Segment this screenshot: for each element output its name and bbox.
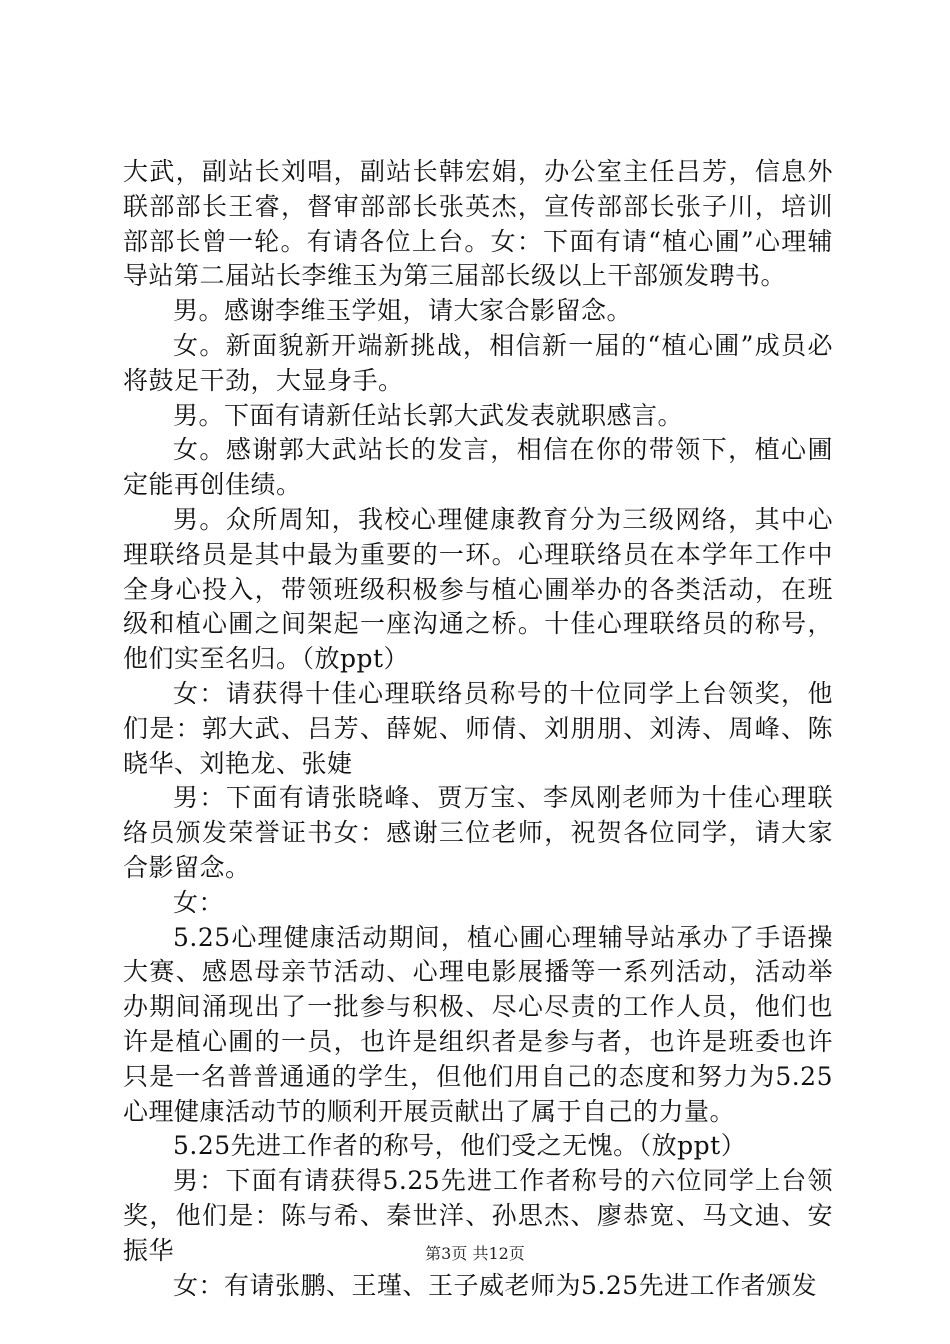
paragraph-8: 男：下面有请张晓峰、贾万宝、李凤刚老师为十佳心理联络员颁发荣誉证书女：感谢三位老师，祝贺各位同学，请大家合影留念。: [123, 783, 833, 882]
paragraph-12: 男：下面有请获得5.25先进工作者称号的六位同学上台领奖，他们是：陈与希、秦世洋、孙思杰、廖恭宽、马文迪、安振华: [123, 1166, 833, 1265]
paragraph-13: 女：有请张鹏、王瑾、王子威老师为5.25先进工作者颁发: [173, 1270, 818, 1300]
paragraph-4: 男。下面有请新任站长郭大武发表就职感言。: [173, 400, 684, 430]
paragraph-9: 女：: [173, 887, 225, 917]
paragraph-6: 男。众所周知，我校心理健康教育分为三级网络，其中心理联络员是其中最为重要的一环。心理联络员在本学年工作中全身心投入，带领班级积极参与植心圃举办的各类活动，在班级和植心圃之间架起一座沟通之桥。十佳心理联络员的称号，他们实至名归。（放ppt）: [123, 504, 833, 674]
paragraph-11: 5.25先进工作者的称号，他们受之无愧。（放ppt）: [173, 1131, 747, 1161]
paragraph-7: 女：请获得十佳心理联络员称号的十位同学上台领奖，他们是：郭大武、吕芳、薛妮、师倩、刘朋朋、刘涛、周峰、陈晓华、刘艳龙、张婕: [123, 678, 833, 778]
paragraph-2: 男。感谢李维玉学姐，请大家合影留念。: [173, 296, 633, 326]
paragraph-1: 大武，副站长刘唱，副站长韩宏娟，办公室主任吕芳，信息外联部部长王睿，督审部部长张英杰，宣传部部长张子川，培训部部长曾一轮。有请各位上台。女：下面有请“植心圃”心理辅导站第二届站长李维玉为第三届部长级以上干部颁发聘书。: [123, 157, 833, 291]
paragraph-5: 女。感谢郭大武站长的发言，相信在你的带领下，植心圃定能再创佳绩。: [123, 435, 833, 500]
paragraph-10: 5.25心理健康活动期间，植心圃心理辅导站承办了手语操大赛、感恩母亲节活动、心理电影展播等一系列活动，活动举办期间涌现出了一批参与积极、尽心尽责的工作人员，他们也许是植心圃的一员，也许是组织者是参与者，也许是班委也许只是一名普普通通的学生，但他们用自己的态度和努力为5.25心理健康活动节的顺利开展贡献出了属于自己的力量。: [123, 922, 833, 1126]
document-body: [123, 155, 833, 1303]
page-footer: 第3页 共12页: [425, 1244, 525, 1263]
paragraph-3: 女。新面貌新开端新挑战，相信新一届的“植心圃”成员必将鼓足干劲，大显身手。: [123, 330, 833, 395]
